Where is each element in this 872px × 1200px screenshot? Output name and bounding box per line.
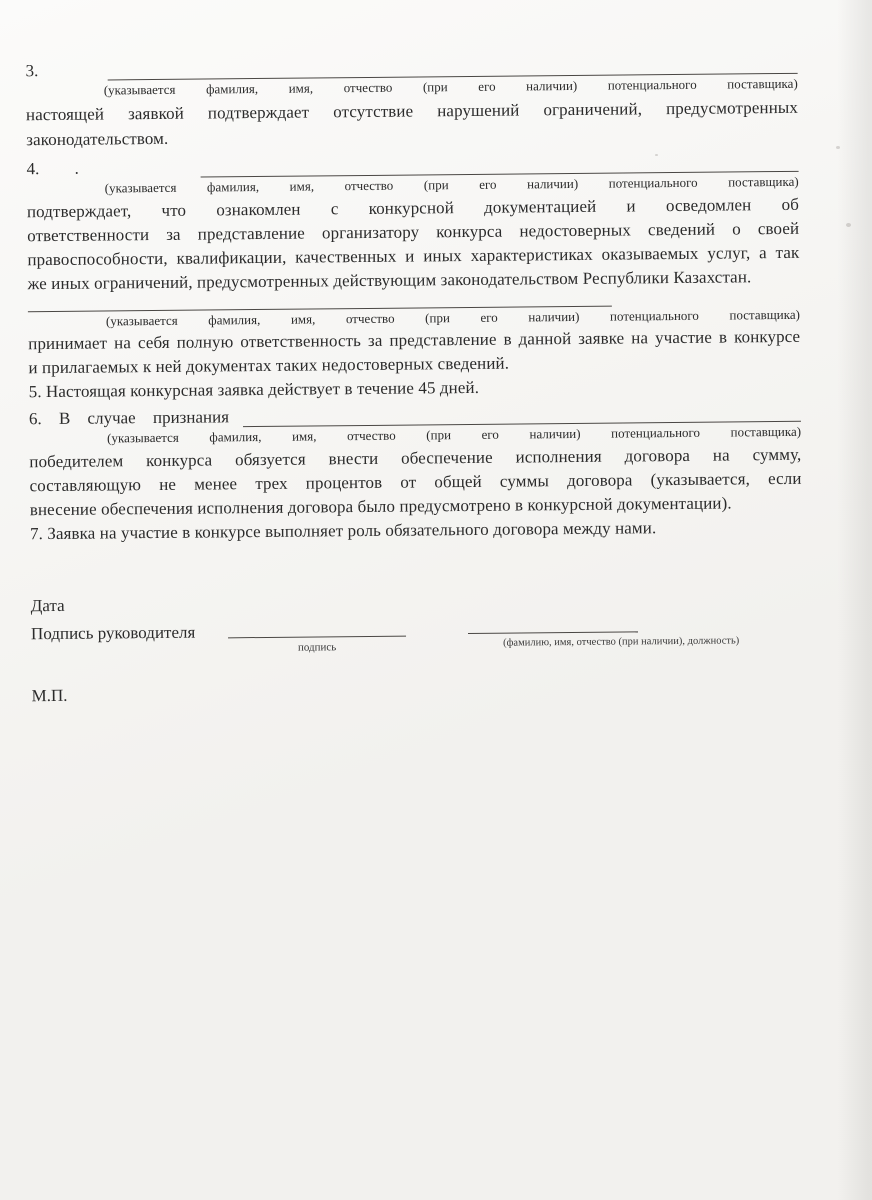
item-4-body (27, 193, 800, 296)
supplier-caption: (указывается фамилия, имя, отчество (при его наличии) потенциального поставщика) (104, 173, 799, 196)
text-line: и прилагаемых к ней документах таких недостоверных сведений. (28, 353, 510, 378)
scan-speck (846, 223, 851, 227)
scan-speck (836, 146, 840, 149)
item-7-text: 7. Заявка на участие в конкурсе выполняет роль обязательного договора между нами. (29, 518, 657, 544)
stamp-label: М.П. (31, 685, 68, 706)
text-line: правоспособности, квалификации, качественных и иных характеристиках оказываемых услуг, а так (27, 242, 800, 270)
supplier-caption: (указывается фамилия, имя, отчество (при его наличии) потенциального поставщика) (107, 423, 802, 446)
text-line: принимает на себя полную ответственность за представление в данной заявке на участие в конкурсе (28, 326, 801, 354)
text-line: победителем конкурса обязуется внести обеспечение исполнения договора на сумму, (29, 444, 802, 472)
item-6-lead: 6. В случае признания (28, 407, 230, 429)
supplier-caption: (указывается фамилия, имя, отчество (при его наличии) потенциального поставщика) (105, 306, 801, 329)
text-line: же иных ограничений, предусмотренных действующим законодательством Республики Казахстан. (27, 267, 752, 294)
date-label: Дата (30, 595, 65, 616)
scan-speck (655, 154, 658, 156)
text-line: подтверждает, что ознакомлен с конкурсной документацией и осведомлен об (26, 194, 799, 222)
signature-caption: подпись (297, 641, 337, 654)
text-line: внесение обеспечения исполнения договора было предусмотрено в конкурсной документации). (29, 493, 732, 520)
item-4-number: 4. (26, 159, 40, 179)
document-content (25, 55, 803, 716)
item-3-body (26, 95, 798, 152)
text-line: ответственности за представление организатору конкурса недостоверных сведений о своей (27, 218, 800, 246)
signature-blank-line (228, 621, 406, 639)
stray-dot: . (74, 158, 79, 178)
item-6-body (29, 443, 802, 522)
name-caption: (фамилию, имя, отчество (при наличии), должность) (503, 635, 740, 649)
text-line: настоящей заявкой подтверждает отсутствие нарушений ограничений, предусмотренных (25, 97, 799, 125)
text-line: законодательством. (26, 128, 169, 150)
supplier-caption: (указывается фамилия, имя, отчество (при его наличии) потенциального поставщика) (103, 75, 798, 98)
item-3-number: 3. (25, 61, 39, 81)
signature-head-label: Подпись руководителя (30, 622, 196, 644)
text-line: составляющую не менее трех процентов от общей суммы договора (указывается, если (29, 468, 802, 496)
item-5-text: 5. Настоящая конкурсная заявка действует в течение 45 дней. (28, 377, 480, 402)
item-4b-body (28, 325, 800, 380)
name-blank-line (468, 616, 638, 634)
signature-block (31, 589, 804, 716)
